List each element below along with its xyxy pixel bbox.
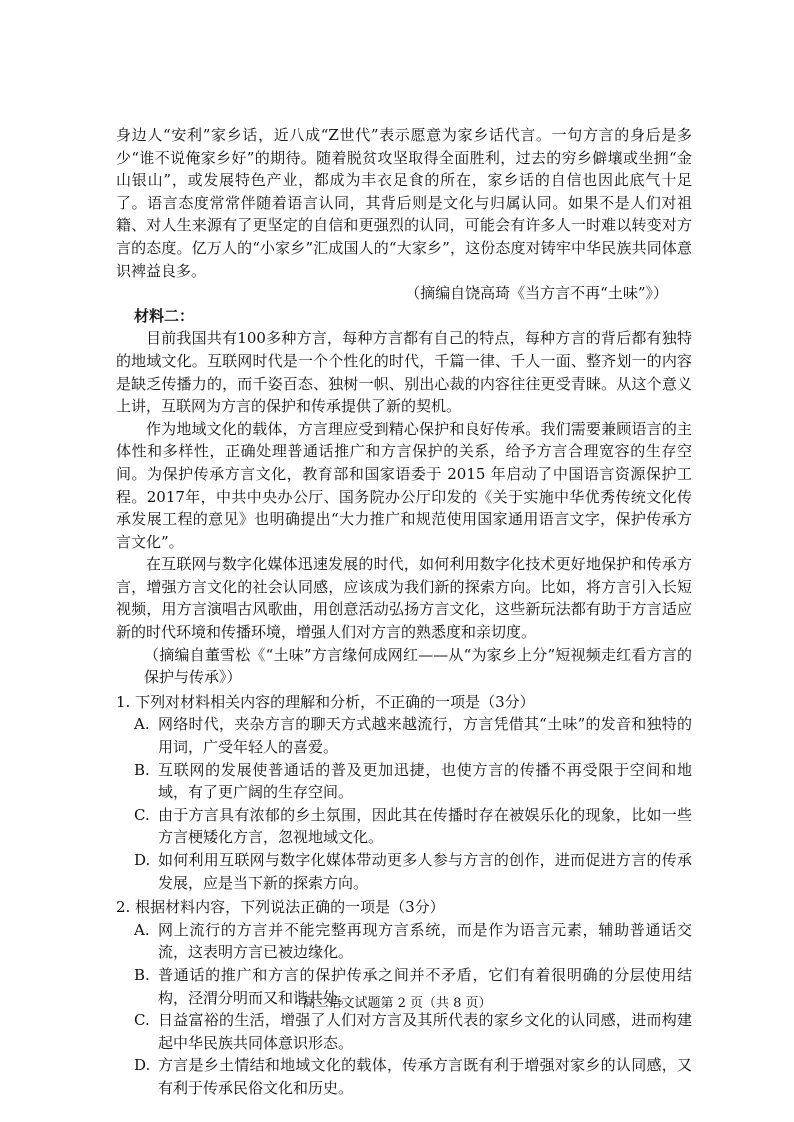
material2-paragraph: 目前我国共有100多种方言，每种方言都有自己的特点，每种方言的背后都有独特的地域文化。互联网时代是一个个性化的时代，千篇一律、千人一面、整齐划一的内容是缺乏传播力的，而千姿百态、独树一帜、别出心裁的内容往往更受青睐。从这个意义上讲，互联网为方言的保护和传承提供了新的契机。 [116, 329, 692, 416]
question-stem: 2. 根据材料内容，下列说法正确的一项是（3分） [116, 898, 445, 917]
material2-paragraph: 作为地域文化的载体，方言理应受到精心保护和良好传承。我们需要兼顾语言的主体性和多样性，正确处理普通话推广和方言保护的关系，给予方言合理宽容的生存空间。为保护传承方言文化，教育部和国家语委于 2015 年启动了中国语言资源保护工程。2017年，中共中央办公厅、国务院办公厅印发的《关于实施中华优秀传统文化传承发展工程的意见》也明确提出“大力推广和规范使用国家通用语言文字，保护传承方言文化”。 [116, 419, 692, 551]
option-label: B. [134, 760, 150, 779]
option-label: D. [134, 851, 151, 869]
option-text: 方言是乡土情结和地域文化的载体，传承方言既有利于增强对家乡的认同感，又有利于传承民俗文化和历史。 [158, 1056, 692, 1097]
question-stem: 1. 下列对材料相关内容的理解和分析，不正确的一项是（3分） [116, 692, 535, 711]
material1-source: （摘编自饶高琦《当方言不再“土味”》） [405, 284, 668, 303]
question-1 [116, 691, 692, 894]
option-text: 如何利用互联网与数字化媒体带动更多人参与方言的创作，进而促进方言的传承发展，应是当下新的探索方向。 [158, 851, 692, 892]
option-label: C. [134, 1011, 150, 1030]
page-content [116, 124, 692, 1100]
option-d [134, 849, 692, 894]
option-text: 日益富裕的生活，增强了人们对方言及其所代表的家乡文化的认同感，进而构建起中华民族共同体意识形态。 [158, 1011, 692, 1052]
option-label: D. [134, 1056, 151, 1075]
option-label: C. [134, 805, 150, 824]
material1-tail-paragraph: 身边人“安利”家乡话，近八成“Z世代”表示愿意为家乡话代言。一句方言的身后是多少“谁不说俺家乡好”的期待。随着脱贫攻坚取得全面胜利，过去的穷乡僻壤或坐拥“金山银山”，或发展特色产业，都成为丰衣足食的所在，家乡话的自信也因此底气十足了。语言态度常常伴随着语言认同，其背后则是文化与归属认同。如果不是人们对祖籍、对人生来源有了更坚定的自信和更强烈的认同，可能会有许多人一时难以转变对方言的态度。亿万人的“小家乡”汇成国人的“大家乡”，这份态度对铸牢中华民族共同体意识裨益良多。 [116, 126, 692, 280]
option-text: 网络时代，夹杂方言的聊天方式越来越流行，方言凭借其“土味”的发音和独特的用词，广受年轻人的喜爱。 [158, 715, 692, 757]
option-label: A. [134, 920, 150, 939]
option-text: 互联网的发展使普通话的普及更加迅捷，也使方言的传播不再受限于空间和地域，有了更广阔的生存空间。 [158, 760, 692, 802]
option-b [134, 759, 692, 804]
option-text: 由于方言具有浓郁的乡土氛围，因此其在传播时存在被娱乐化的现象，比如一些方言梗矮化方言，忽视地域文化。 [158, 805, 692, 847]
option-a [134, 713, 692, 758]
option-text: 普通话的推广和方言的保护传承之间并不矛盾，它们有着很明确的分层使用结构，泾渭分明而又和谐共处。 [158, 965, 692, 1007]
option-c [134, 804, 692, 849]
option-d [134, 1054, 692, 1099]
option-label: A. [134, 715, 150, 734]
option-text: 网上流行的方言并不能完整再现方言系统，而是作为语言元素，辅助普通话交流，这表明方言已被边缘化。 [158, 920, 692, 962]
material2-paragraph: 在互联网与数字化媒体迅速发展的时代，如何利用数字化技术更好地保护和传承方言，增强方言文化的社会认同感，应该成为我们新的探索方向。比如，将方言引入长短视频，用方言演唱古风歌曲，用创意活动弘扬方言文化，这些新玩法都有助于方言适应新的时代环境和传播环境，增强人们对方言的熟悉度和亲切度。 [116, 555, 692, 642]
option-c [134, 1009, 692, 1054]
material2-source: （摘编自董雪松《“土味”方言缘何成网红——从“为家乡上分”短视频走红看方言的保护与传承》） [144, 645, 692, 687]
option-label: B. [134, 965, 150, 984]
material2-heading: 材料二： [134, 306, 195, 325]
page-footer: 高二语文试题第 2 页（共 8 页） [302, 996, 492, 1011]
option-a [134, 919, 692, 964]
